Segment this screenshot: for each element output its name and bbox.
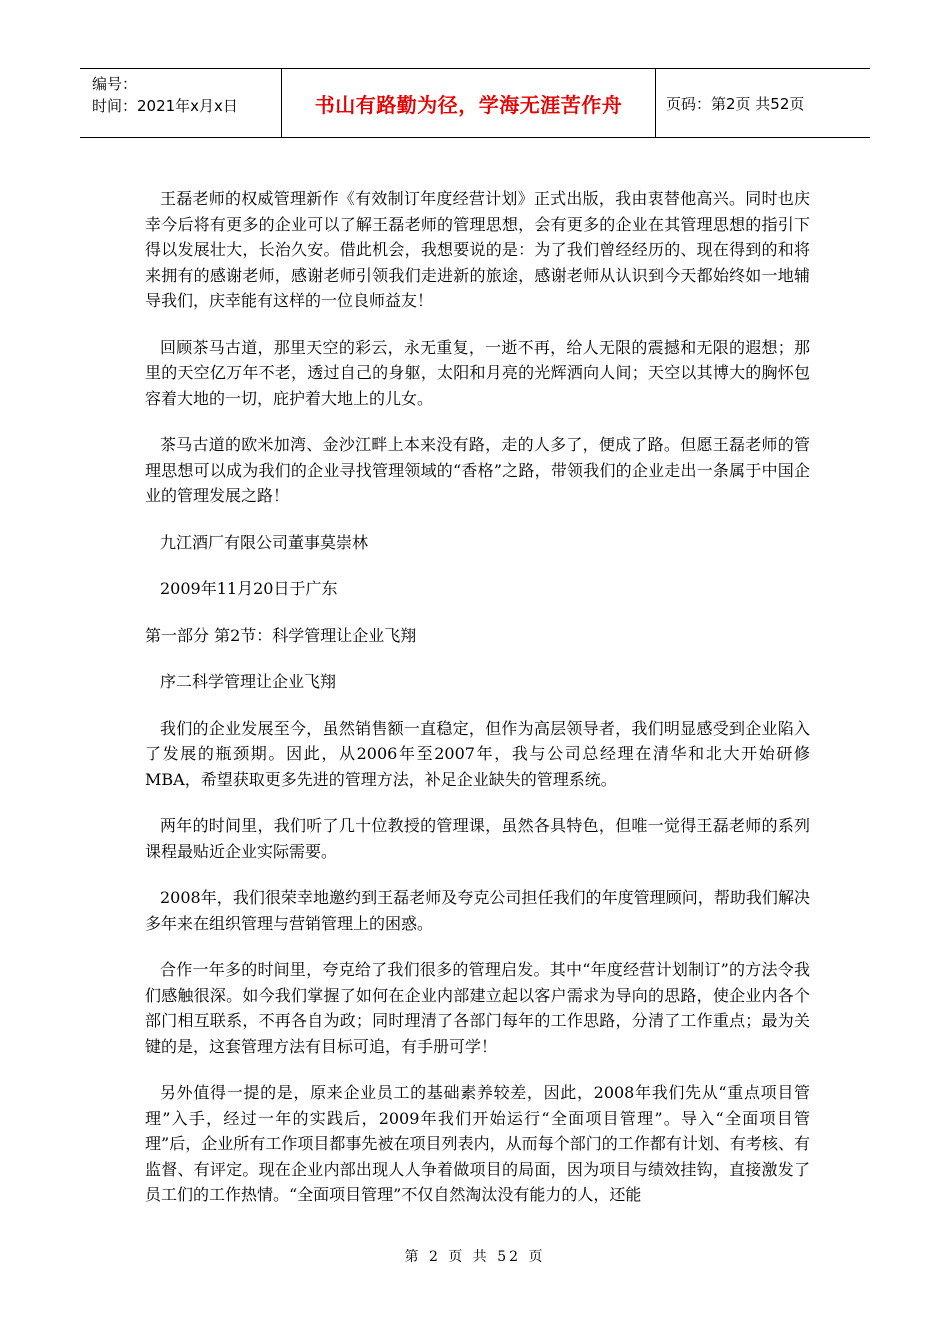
paragraph: 2008年，我们很荣幸地邀约到王磊老师及夸克公司担任我们的年度管理顾问，帮助我们解决多年来在组织管理与营销管理上的困惑。 <box>145 888 810 933</box>
header-meta <box>80 69 282 137</box>
page-header <box>80 68 870 138</box>
document-number-label: 编号： <box>92 75 138 93</box>
paragraph: 茶马古道的欧米加湾、金沙江畔上本来没有路，走的人多了，便成了路。但愿王磊老师的管理思想可以成为我们的企业寻找管理领域的“香格”之路，带领我们的企业走出一条属于中国企业的管理发展之路！ <box>145 435 810 505</box>
paragraph: 回顾茶马古道，那里天空的彩云，永无重复，一逝不再，给人无限的震撼和无限的遐想；那里的天空亿万年不老，透过自己的身躯，太阳和月亮的光辉洒向人间；天空以其博大的胸怀包容着大地的一切，庇护着大地上的儿女。 <box>145 337 810 408</box>
header-motto-cell <box>282 69 656 137</box>
document-body <box>145 186 810 1229</box>
document-time-label: 时间：2021年x月x日 <box>92 97 238 115</box>
section-heading: 第一部分 第2节：科学管理让企业飞翔 <box>145 625 417 645</box>
header-page-info: 页码：第2页 共52页 <box>666 94 805 113</box>
paragraph: 我们的企业发展至今，虽然销售额一直稳定，但作为高层领导者，我们明显感受到企业陷入了发展的瓶颈期。因此，从2006年至2007年，我与公司总经理在清华和北大开始研修MBA，希望获取更多先进的管理方法，补足企业缺失的管理系统。 <box>145 718 810 789</box>
page-footer: 第 2 页 共 52 页 <box>404 1249 546 1265</box>
subsection-title: 序二科学管理让企业飞翔 <box>160 672 337 691</box>
paragraph: 王磊老师的权威管理新作《有效制订年度经营计划》正式出版，我由衷替他高兴。同时也庆幸今后将有更多的企业可以了解王磊老师的管理思想，会有更多的企业在其管理思想的指引下得以发展壮大，长治久安。借此机会，我想要说的是：为了我们曾经经历的、现在得到的和将来拥有的感谢老师，感谢老师引领我们走进新的旅途，感谢老师从认识到今天都始终如一地辅导我们，庆幸能有这样的一位良师益友！ <box>145 189 810 310</box>
signature-line: 九江酒厂有限公司董事莫崇林 <box>160 532 369 552</box>
date-line: 2009年11月20日于广东 <box>160 579 338 598</box>
paragraph: 另外值得一提的是，原来企业员工的基础素养较差，因此，2008年我们先从“重点项目管理”入手，经过一年的实践后，2009年我们开始运行“全面项目管理”。导入“全面项目管理”后，企业所有工作项目都事先被在项目列表内，从而每个部门的工作都有计划、有考核、有监督、有评定。现在企业内部出现人人争着做项目的局面，因为项目与绩效挂钩，直接激发了员工们的工作热情。“全面项目管理”不仅自然淘汰没有能力的人，还能 <box>145 1083 810 1204</box>
paragraph: 合作一年多的时间里，夸克给了我们很多的管理启发。其中“年度经营计划制订”的方法令我们感触很深。如今我们掌握了如何在企业内部建立起以客户需求为导向的思路，使企业内各个部门相互联系，不再各自为政；同时理清了各部门每年的工作思路，分清了工作重点；最为关键的是，这套管理方法有目标可追，有手册可学！ <box>145 960 810 1056</box>
paragraph: 两年的时间里，我们听了几十位教授的管理课，虽然各具特色，但唯一觉得王磊老师的系列课程最贴近企业实际需要。 <box>145 816 810 861</box>
header-page-info-cell <box>656 69 870 137</box>
header-motto: 书山有路勤为径，学海无涯苦作舟 <box>314 92 623 117</box>
